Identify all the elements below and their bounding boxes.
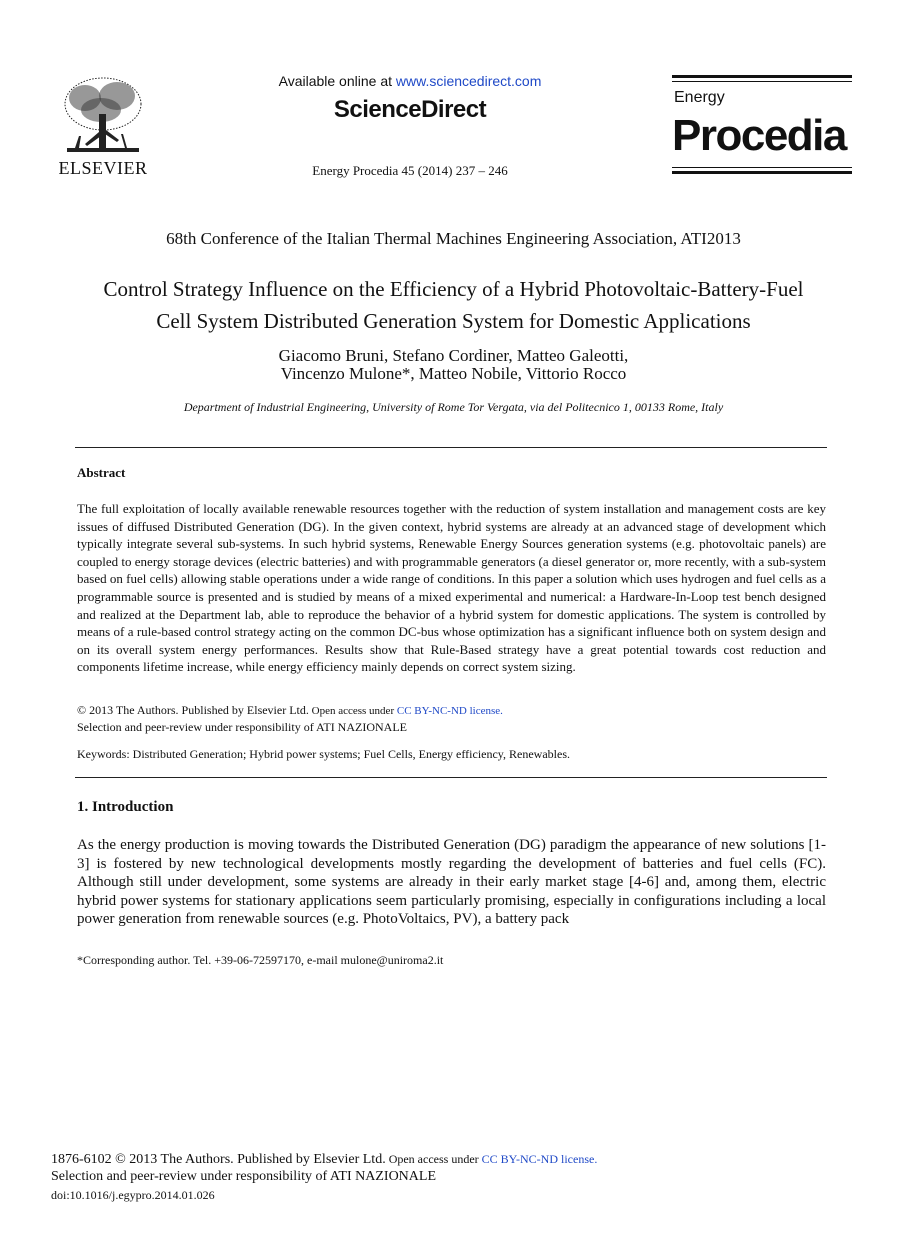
conference-name: 68th Conference of the Italian Thermal Machines Engineering Association, ATI2013	[166, 229, 741, 248]
footer-license-link[interactable]: CC BY-NC-ND license.	[481, 1152, 598, 1166]
logo-bottom-rule-thin	[672, 167, 852, 168]
copyright-text: © 2013 The Authors. Published by Elsevier Ltd.	[77, 703, 309, 717]
introduction-heading: 1. Introduction	[77, 799, 174, 815]
abstract-bottom-rule	[75, 777, 827, 778]
authors-line-2: Vincenzo Mulone*, Matteo Nobile, Vittorio Rocco	[280, 364, 627, 383]
logo-top-rule-thin	[672, 81, 852, 82]
logo-bottom-rule	[672, 171, 852, 174]
abstract-text: The full exploitation of locally available renewable resources together with the reduction of system installation and management costs are key issues of diffused Distributed Generation (DG). In the given context, hybrid systems are already at an advanced stage of development which typically integrate several sub-systems. In such hybrid systems, Renewable Energy Sources generation systems (e.g. photovoltaic panels) are coupled to energy storage devices (electric batteries) and with programmable generators (a diesel generator or, more recently, with a sub-system based on fuel cells) allowing stable operations under a wide range of conditions. In this paper a solution which uses hydrogen and fuel cells as a programmable source is presented and is studied by means of a mixed experimental and numerical: a Hardware-In-Loop test bench designed and realized at the Department lab, able to reproduce the behavior of a hybrid system for domestic applications. The system is controlled by means of a rule-based control strategy acting on the common DC-bus whose optimization has a significant influence both on system design and on its overall system energy performances. Results show that Rule-Based strategy have a great potential towards cost reduction and components lifetime increase, while energy efficiency mainly depends on correct system sizing.	[77, 501, 826, 675]
copyright-line	[77, 703, 826, 718]
introduction-text: As the energy production is moving towards the Distributed Generation (DG) paradigm the appearance of new solutions [1-3] is fostered by new technological developments mostly regarding the development of batteries and fuel cells (FC). Although still under development, some systems are already in their early market stage [4-6] and, among them, electric hybrid power systems for stationary applications seem particularly promising, especially in configurations including a local power generation from renewable sources (e.g. PhotoVoltaics, PV), a battery pack	[77, 837, 826, 927]
footer-review-line: Selection and peer-review under responsibility of ATI NAZIONALE	[51, 1169, 436, 1184]
journal-name-top: Energy	[674, 89, 725, 106]
footer-issn-copyright: 1876-6102 © 2013 The Authors. Published by Elsevier Ltd.	[51, 1152, 386, 1167]
logo-top-rule	[672, 75, 852, 78]
journal-name-bottom: Procedia	[672, 111, 846, 160]
journal-citation: Energy Procedia 45 (2014) 237 – 246	[312, 163, 508, 178]
open-access-text: Open access under	[308, 705, 397, 717]
license-link[interactable]: CC BY-NC-ND license.	[396, 705, 503, 717]
available-online-line	[230, 73, 590, 89]
corresponding-author-footnote: *Corresponding author. Tel. +39-06-72597170, e-mail mulone@uniroma2.it	[77, 953, 444, 967]
abstract-heading: Abstract	[77, 465, 126, 480]
affiliation: Department of Industrial Engineering, University of Rome Tor Vergata, via del Politecnico 1, 00133 Rome, Italy	[183, 400, 724, 414]
footer-open-access-text: Open access under	[385, 1152, 482, 1166]
paper-title-line-2: Cell System Distributed Generation System for Domestic Applications	[156, 309, 751, 333]
footer-copyright-line	[51, 1152, 851, 1168]
abstract-top-rule	[75, 447, 827, 448]
sciencedirect-link[interactable]: www.sciencedirect.com	[395, 73, 542, 89]
authors-line-1: Giacomo Bruni, Stefano Cordiner, Matteo Galeotti,	[278, 346, 629, 365]
energy-procedia-logo	[672, 75, 852, 177]
paper-title-line-1: Control Strategy Influence on the Efficiency of a Hybrid Photovoltaic-Battery-Fuel	[103, 277, 804, 301]
available-online-prefix: Available online at	[278, 73, 396, 89]
footer-doi: doi:10.1016/j.egypro.2014.01.026	[51, 1188, 215, 1202]
elsevier-logo	[55, 74, 151, 178]
authors	[0, 347, 907, 383]
keywords: Keywords: Distributed Generation; Hybrid power systems; Fuel Cells, Energy efficiency, Renewables.	[77, 747, 571, 761]
review-line: Selection and peer-review under responsibility of ATI NAZIONALE	[77, 720, 407, 734]
sciencedirect-wordmark: ScienceDirect	[333, 96, 487, 123]
paper-title	[40, 273, 867, 337]
elsevier-tree-icon	[55, 74, 151, 160]
publisher-name: ELSEVIER	[58, 158, 148, 178]
